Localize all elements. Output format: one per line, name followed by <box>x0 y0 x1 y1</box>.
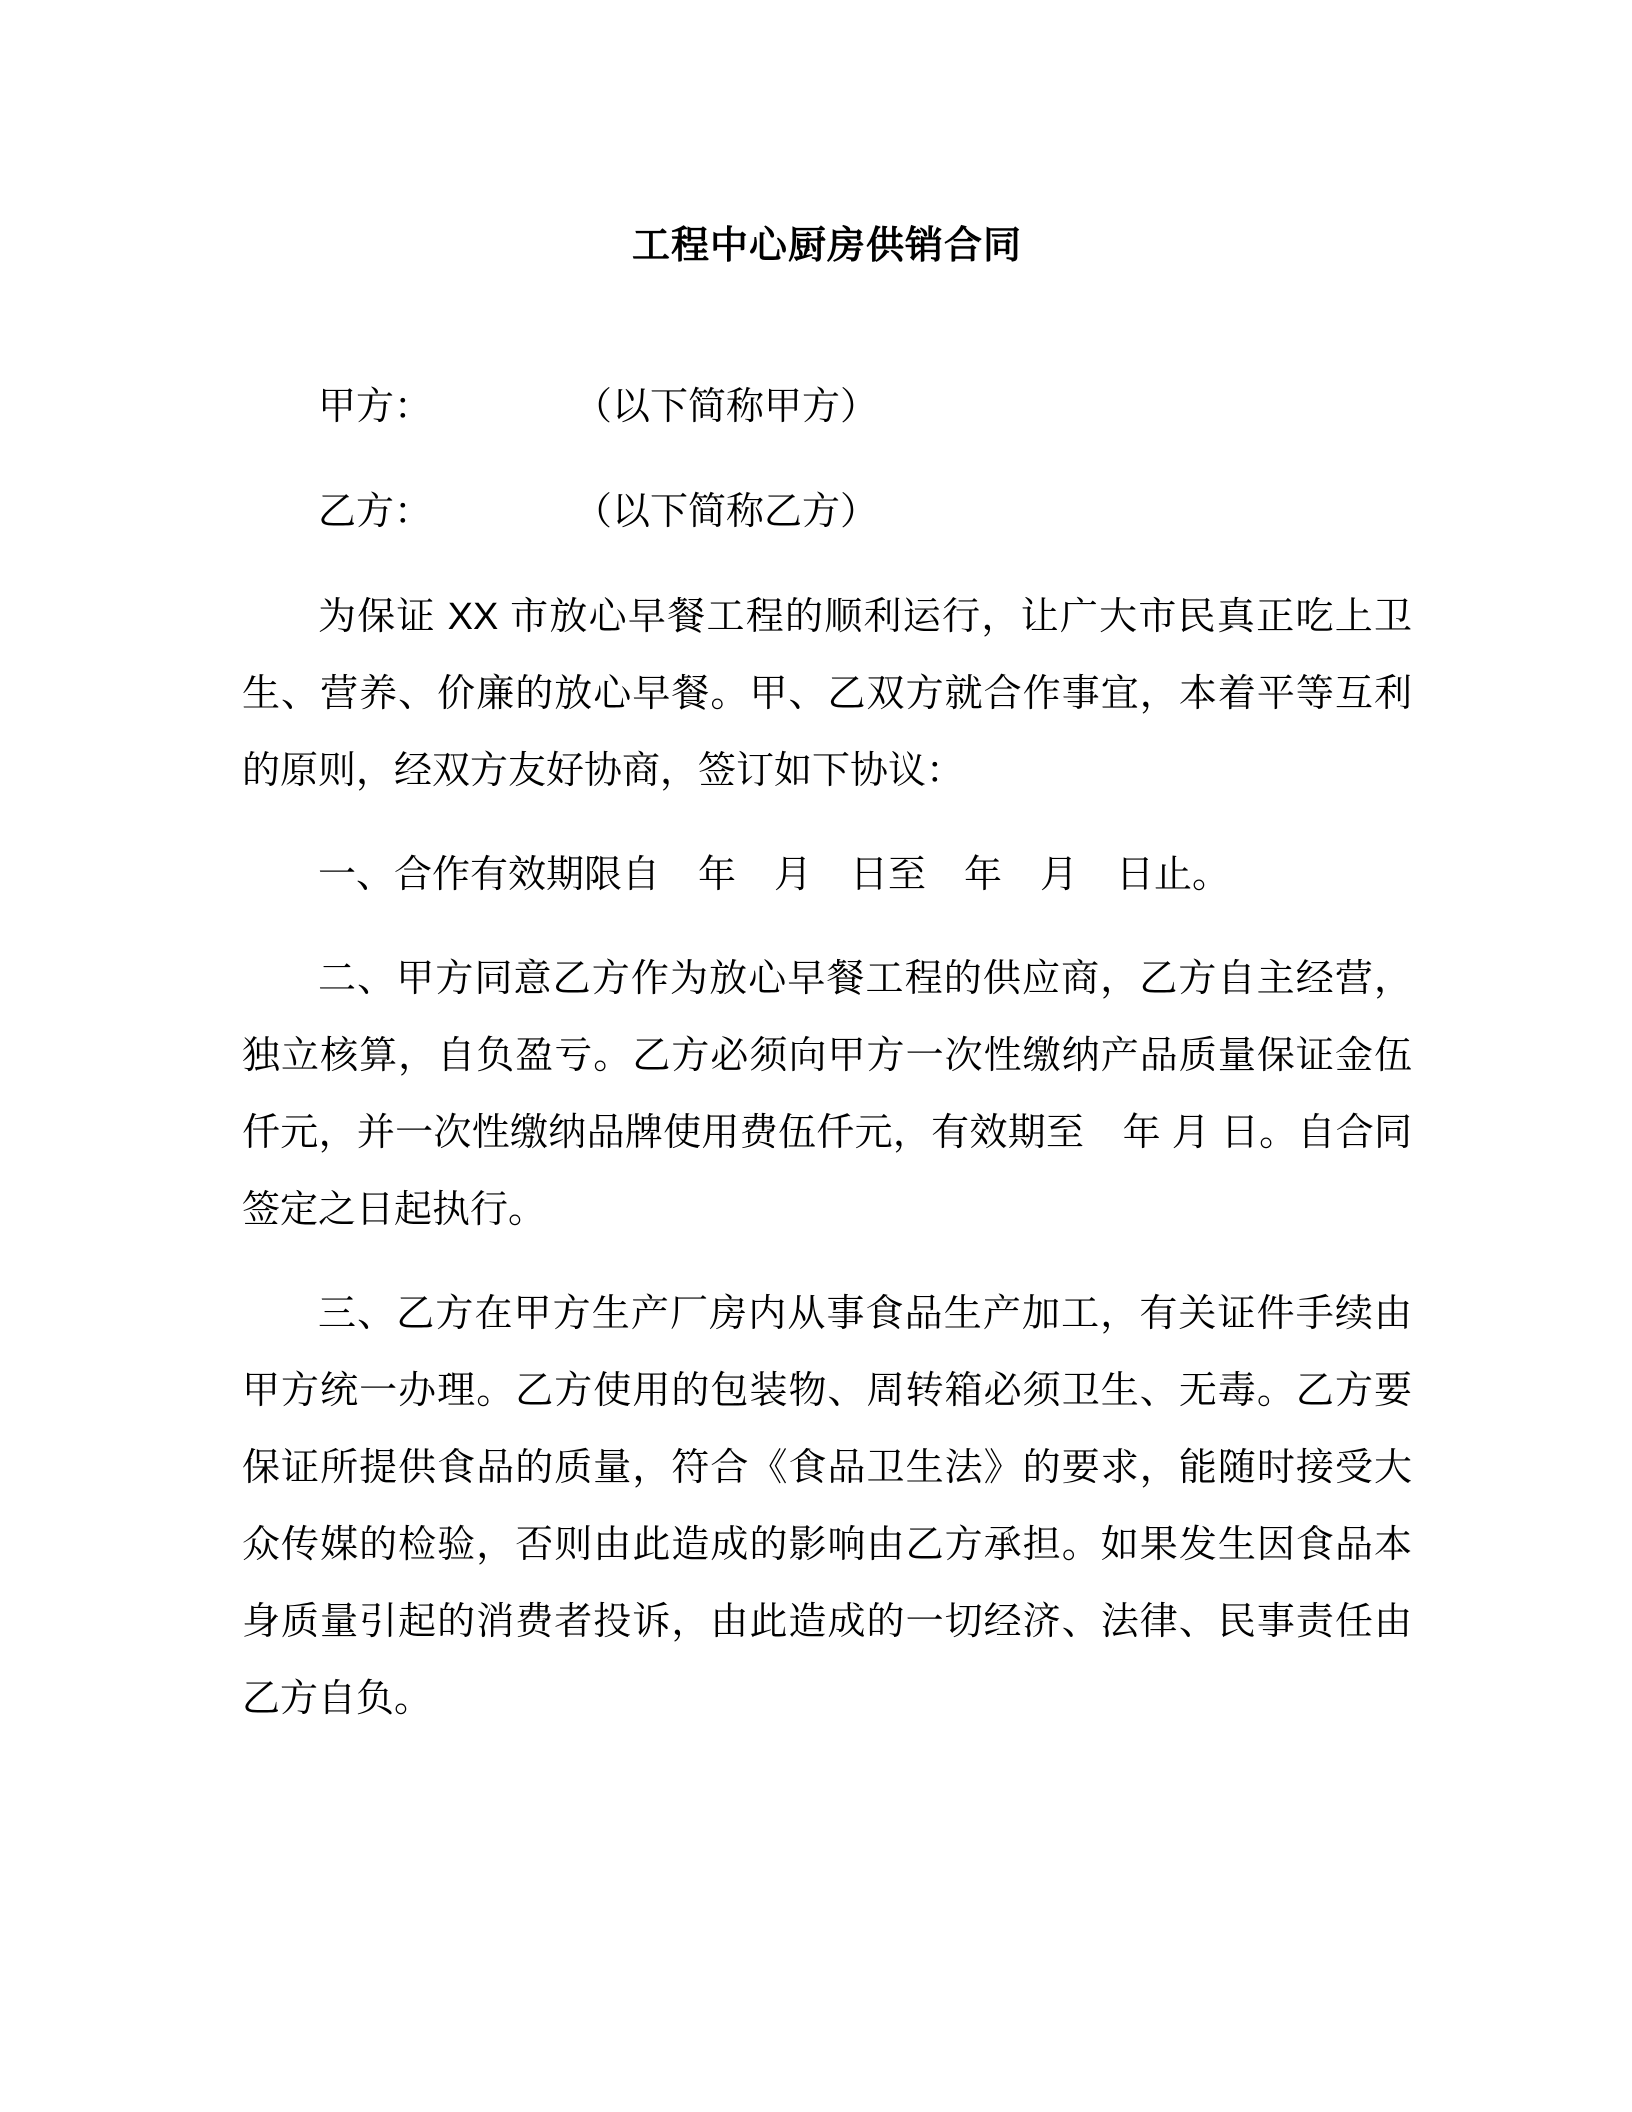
party-a-note: （以下简称甲方） <box>574 386 879 428</box>
clause-3-paragraph: 三、乙方在甲方生产厂房内从事食品生产加工，有关证件手续由甲方统一办理。乙方使用的包装物、周转箱必须卫生、无毒。乙方要保证所提供食品的质量，符合《食品卫生法》的要求，能随时接受大众传媒的检验，否则由此造成的影响由乙方承担。如果发生因食品本身质量引起的消费者投诉，由此造成的一切经济、法律、民事责任由乙方自负。 <box>242 1293 1412 1720</box>
party-b-label: 乙方： <box>318 491 433 533</box>
party-a-line <box>242 369 1412 446</box>
party-b-line <box>242 474 1412 551</box>
party-b-blank-fill <box>432 523 574 524</box>
party-a-blank-fill <box>432 418 574 419</box>
clause-2-paragraph: 二、甲方同意乙方作为放心早餐工程的供应商，乙方自主经营，独立核算，自负盈亏。乙方必须向甲方一次性缴纳产品质量保证金伍仟元，并一次性缴纳品牌使用费伍仟元，有效期至 年 月 日。自合同签定之日起执行。 <box>242 958 1412 1231</box>
document-title: 工程中心厨房供销合同 <box>631 225 1022 267</box>
intro-paragraph: 为保证 XX 市放心早餐工程的顺利运行，让广大市民真正吃上卫生、营养、价廉的放心早餐。甲、乙双方就合作事宜，本着平等互利的原则，经双方友好协商，签订如下协议： <box>242 596 1412 792</box>
party-b-note: （以下简称乙方） <box>574 491 879 533</box>
party-a-label: 甲方： <box>318 386 433 428</box>
clause-1-paragraph: 一、合作有效期限自 年 月 日至 年 月 日止。 <box>318 854 1231 896</box>
